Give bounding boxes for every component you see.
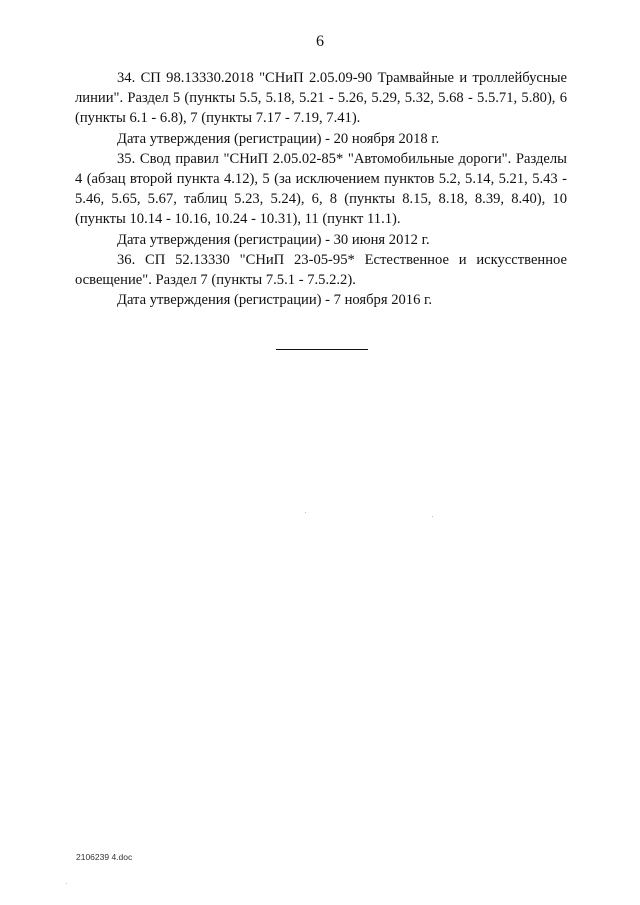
item-35-text: 35. Свод правил "СНиП 2.05.02-85* "Автомобильные дороги". Разделы 4 (абзац второй пункта 4.12), 5 (за исключением пунктов 5.2, 5.14, 5.21, 5.43 - 5.46, 5.65, 5.67, таблиц 5.23, 5.24), 6, 8 (пункты 8.15, 8.18, 8.39, 8.40), 10 (пункты 10.14 - 10.16, 10.24 - 10.31), 11 (пункт 11.1).: [75, 150, 567, 228]
page-number: 6: [316, 33, 324, 50]
end-divider: [276, 349, 368, 350]
scan-speck: [66, 883, 67, 884]
item-36-date: Дата утверждения (регистрации) - 7 ноября 2016 г.: [117, 292, 433, 309]
item-36-text: 36. СП 52.13330 "СНиП 23-05-95* Естественное и искусственное освещение". Раздел 7 (пункты 7.5.1 - 7.5.2.2).: [75, 251, 567, 289]
item-34-date: Дата утверждения (регистрации) - 20 ноября 2018 г.: [117, 130, 440, 147]
document-body: [75, 68, 567, 310]
item-35-date: Дата утверждения (регистрации) - 30 июня 2012 г.: [117, 231, 430, 248]
scan-speck: [432, 516, 433, 517]
scan-speck: [305, 512, 306, 513]
file-code: 2106239 4.doc: [76, 852, 133, 862]
item-34-text: 34. СП 98.13330.2018 "СНиП 2.05.09-90 Трамвайные и троллейбусные линии". Раздел 5 (пункты 5.5, 5.18, 5.21 - 5.26, 5.29, 5.32, 5.68 - 5.5.71, 5.80), 6 (пункты 6.1 - 6.8), 7 (пункты 7.17 - 7.19, 7.41).: [75, 70, 567, 127]
